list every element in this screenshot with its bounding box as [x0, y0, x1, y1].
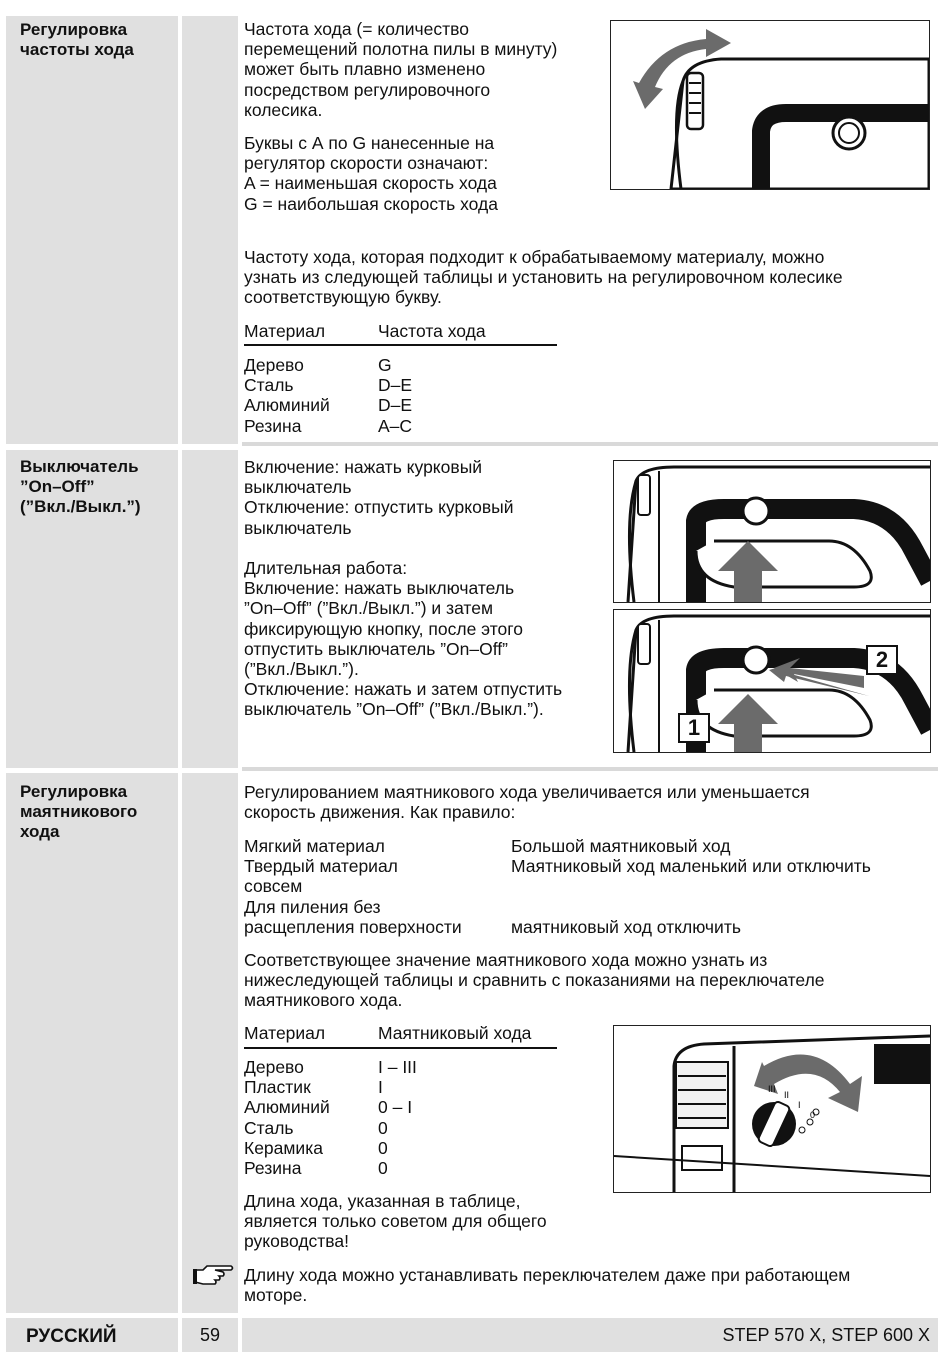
rule-material: Мягкий материал: [244, 836, 385, 856]
list-item: [244, 897, 871, 937]
switch-text-basic: Включение: нажать курковый выключатель Отключение: отпустить курковый выключатель: [244, 457, 514, 538]
table-header-rule: [244, 1047, 557, 1049]
speed-intro: Частота хода (= количество перемещений полотна пилы в минуту) может быть плавно изменено посредством регулировочного колесика.: [244, 19, 558, 120]
footer-model-cell: [242, 1318, 938, 1352]
section-title-pendulum: Регулировка маятникового хода: [20, 782, 138, 841]
dial-mark-3: III: [768, 1084, 776, 1094]
table-cell-value: G: [378, 355, 392, 375]
speed-table: [244, 321, 486, 341]
table-row: [244, 1118, 417, 1138]
section-divider: [242, 442, 938, 446]
table-cell-material: Алюминий: [244, 1097, 330, 1118]
trigger-press-illustration: [613, 460, 931, 603]
table-header-row: [244, 321, 486, 341]
footer-model: STEP 570 X, STEP 600 X: [722, 1325, 930, 1345]
table-cell-material: Керамика: [244, 1137, 323, 1158]
table-cell-value: D–E: [378, 395, 413, 416]
table-cell-material: Дерево: [244, 355, 304, 375]
speed-dial-illustration: [610, 20, 930, 190]
table-cell-material: Алюминий: [244, 395, 330, 416]
section-label-column: [6, 16, 178, 444]
rule-setting: маятниковый ход отключить: [511, 916, 741, 937]
table-row: [244, 1057, 417, 1077]
section-label-column: [6, 773, 178, 1313]
pendulum-table-body: [244, 1057, 417, 1178]
pendulum-intro: Регулированием маятникового хода увеличивается или уменьшается скорость движения. Как правило:: [244, 782, 810, 823]
table-row: [244, 1097, 417, 1117]
pendulum-table: [244, 1023, 531, 1043]
table-header-row: [244, 1023, 531, 1043]
table-header-material: Материал: [244, 321, 326, 341]
section-margin-column: [182, 773, 238, 1313]
section-divider: [242, 767, 938, 771]
footer-language: РУССКИЙ: [26, 1326, 117, 1347]
dial-mark-2: II: [784, 1090, 790, 1100]
table-cell-material: Резина: [244, 1158, 302, 1179]
switch-text-continuous: Длительная работа: Включение: нажать выключатель ”On–Off” (”Вкл./Выкл.”) и затем фиксирующую кнопку, после этого отпустить выключатель ”On–Off” (”Вкл./Выкл.”). Отключение: нажать и затем отпустить выключатель ”On–Off” (”Вкл./Выкл.”).: [244, 558, 563, 720]
pendulum-rules: [244, 836, 871, 937]
table-cell-material: Сталь: [244, 1117, 294, 1138]
dial-mark-0: 0: [810, 1110, 816, 1120]
section-title-switch: Выключатель ”On–Off” (”Вкл./Выкл.”): [20, 457, 141, 516]
table-header-material: Материал: [244, 1023, 326, 1043]
pendulum-switch-illustration: [613, 1025, 931, 1193]
step-2-label: 2: [866, 645, 898, 675]
table-row: [244, 416, 412, 436]
section-title-speed: Регулировка частоты хода: [20, 20, 134, 59]
pendulum-note: Длина хода, указанная в таблице, является только советом для общего руководства!: [244, 1191, 547, 1252]
dial-mark-1: I: [798, 1100, 801, 1110]
footer-page-cell: [182, 1318, 238, 1352]
table-cell-value: I: [378, 1077, 383, 1098]
table-cell-material: Дерево: [244, 1057, 304, 1077]
rule-setting: Большой маятниковый ход: [511, 836, 731, 856]
table-row: [244, 355, 412, 375]
table-cell-value: D–E: [378, 375, 413, 396]
table-row: [244, 1077, 417, 1097]
table-row: [244, 375, 412, 395]
step-1-label: 1: [678, 713, 710, 743]
table-cell-value: 0: [378, 1117, 388, 1138]
table-cell-value: 0 – I: [378, 1097, 413, 1118]
speed-table-body: [244, 355, 412, 436]
table-row: [244, 1158, 417, 1178]
page-number: 59: [200, 1325, 221, 1345]
table-header-value: Частота хода: [378, 321, 486, 341]
footer-language-cell: [6, 1318, 178, 1352]
speed-table-intro: Частоту хода, которая подходит к обрабатываемому материалу, можно узнать из следующей таблицы и установить на регулировочном колесике соответствующую букву.: [244, 247, 843, 308]
table-header-rule: [244, 344, 557, 346]
rule-material: Твердый материал совсем: [244, 856, 398, 897]
list-item: [244, 836, 871, 856]
rule-material: Для пиления без расщепления поверхности: [244, 896, 462, 937]
table-cell-material: Пластик: [244, 1077, 311, 1098]
table-cell-value: I – III: [378, 1057, 417, 1077]
list-item: [244, 856, 871, 896]
pendulum-table-intro: Соответствующее значение маятникового хода можно узнать из нижеследующей таблицы и сравнить с показаниями на переключателе маятникового хода.: [244, 950, 825, 1011]
pointing-hand-icon: [193, 1262, 235, 1288]
table-row: [244, 395, 412, 415]
pendulum-tip: Длину хода можно устанавливать переключателем даже при работающем моторе.: [244, 1265, 851, 1306]
speed-letters: Буквы с А по G нанесенные на регулятор скорости означают: A = наименьшая скорость хода G = наибольшая скорость хода: [244, 133, 498, 214]
table-cell-material: Резина: [244, 415, 302, 436]
table-cell-value: A–C: [378, 415, 413, 436]
section-margin-column: [182, 16, 238, 444]
lock-button-illustration: [613, 609, 931, 753]
rule-setting: Маятниковый ход маленький или отключить: [511, 856, 871, 877]
table-header-value: Маятниковый хода: [378, 1023, 532, 1043]
table-row: [244, 1138, 417, 1158]
table-cell-material: Сталь: [244, 375, 294, 396]
section-margin-column: [182, 450, 238, 768]
table-cell-value: 0: [378, 1158, 388, 1179]
table-cell-value: 0: [378, 1137, 388, 1158]
